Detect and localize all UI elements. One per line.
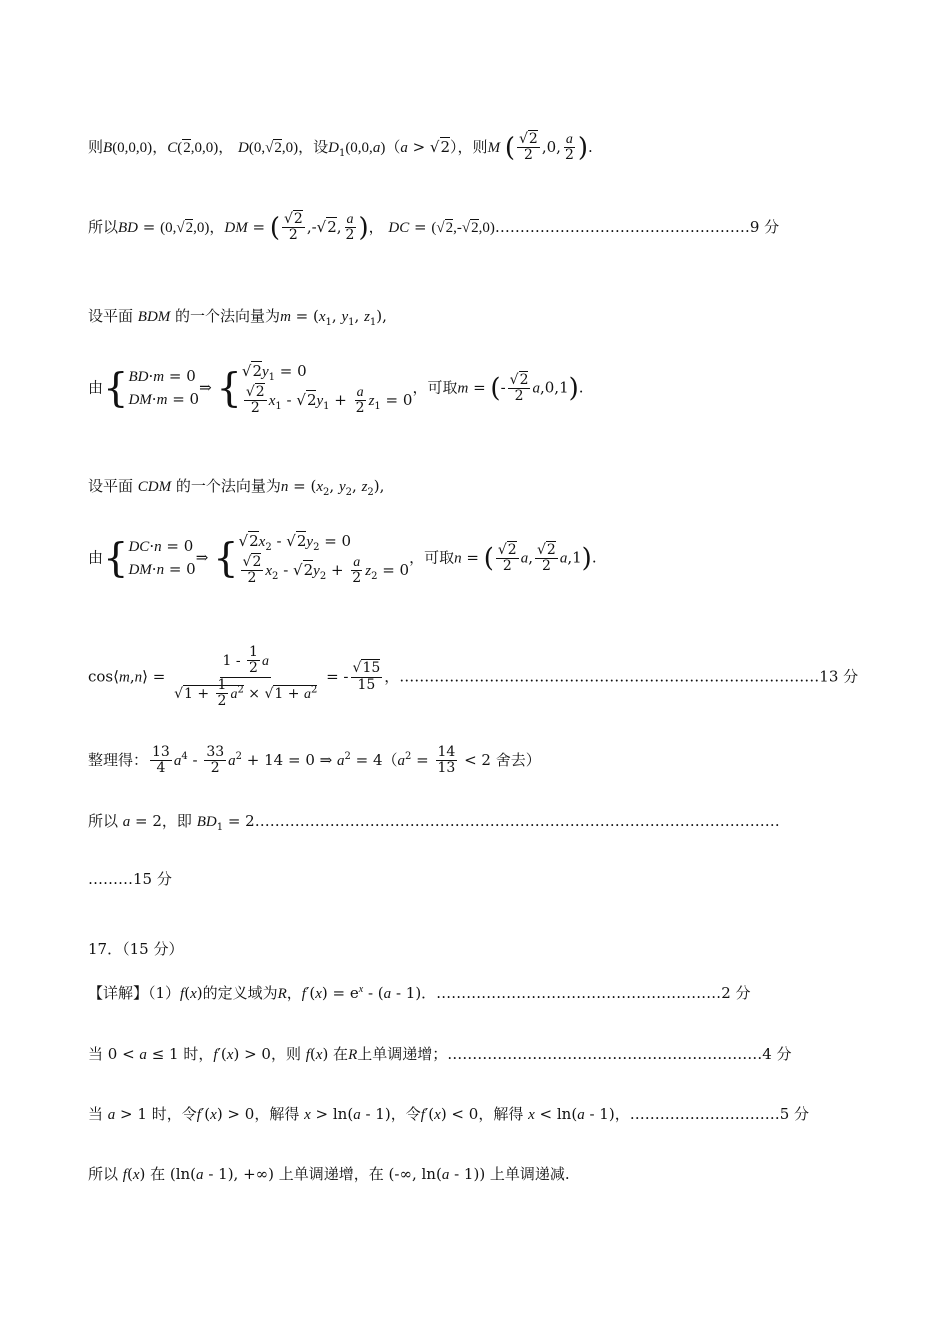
line-1: 则B(0,0,0)，C(2,0,0)， D(0,√2,0)，设$D_1(0,0,a)(a > √2)$，则M ( $\frac{√2}{2}$ ,0, $\frac{a}{2}$ ). bbox=[88, 131, 593, 164]
line-3: 设平面 BDM 的一个法向量为$m = (x_1$, $y_1$, $z_1$), bbox=[88, 307, 387, 328]
score-9: 9 分 bbox=[749, 217, 780, 236]
score-2: 2 分 bbox=[721, 984, 751, 1002]
dots-4: ……………………………………………………… bbox=[447, 1045, 763, 1063]
dots-2: ．………………………………………………… bbox=[421, 984, 722, 1002]
line-5: 设平面 CDM 的一个法向量为$n = (x_2$, $y_2$, $z_2$), bbox=[88, 477, 385, 498]
line-13: 当 0 < a ≤ 1 时，f′(x) > 0，则 f(x) 在R上单调递增；………………………………………………………4 分 bbox=[88, 1045, 792, 1063]
dots-15a: …………………………………………………………………………………………… bbox=[254, 812, 780, 830]
line-6: 由{ DC·n = 0 DM·n = 0 ⇒ { $√2x_2 - √2y_2 = 0$ $\frac{√2}{2}$ $x_2 - √2y_2$ + $\frac{a}{2}$ $z_2 = 0$ ，可取n = ( $\frac{√2}{2}$ a, $\frac{√2}{2}$ a,1). bbox=[88, 532, 597, 587]
line-15: 所以 f(x) 在 (ln(a - 1), +∞) 上单调递增，在 (-∞, ln(a - 1)) 上单调递减. bbox=[88, 1165, 570, 1183]
line-8: 整理得： $\frac{13}{4}$ $a^4$ - $\frac{33}{2}$ $a^2 + 14 = 0$ ⇒ $a^2 = 4(a^2$ = $\frac{14}{13}$ < 2 舍去） bbox=[88, 744, 541, 777]
line-10 bbox=[88, 868, 172, 889]
score-15: 15 分 bbox=[133, 870, 172, 888]
score-4: 4 分 bbox=[762, 1045, 792, 1063]
line-4: 由{ BD·m = 0 DM·m = 0 ⇒ { $√2y_1 = 0$ $\frac{√2}{2}$ $x_1 - √2y_1$ + $\frac{a}{2}$ $z_1 = 0$ ，可取m = (- $\frac{√2}{2}$ a,0,1). bbox=[88, 362, 584, 417]
line-7: cos⟨m,n⟩ = 1 - $\frac{1}{2}$ a √1 + $\frac{1}{2}$ $a^2 \times √1 + a^2$ = - $\frac{√15}{15}$ ，…………………………………………………………………………13 分 bbox=[88, 644, 859, 710]
line-12: 【详解】（1）f(x)的定义域为R，$f'(x) = e^x - (a - 1)$．…………………………………………………2 分 bbox=[88, 984, 751, 1002]
score-5: 5 分 bbox=[779, 1105, 810, 1123]
dots-5: ………………………… bbox=[629, 1105, 780, 1123]
line-11: 17．（15 分） bbox=[88, 940, 184, 958]
dots-9: …………………………………………… bbox=[494, 217, 750, 236]
line-2: 所以BD = (0,√2,0)，DM = ( $\frac{√2}{2}$ ,-√2, $\frac{a}{2}$ )， DC = (√2,-√2,0)……………………………………………9 分 bbox=[88, 211, 780, 244]
line-14: 当 a > 1 时，令f′(x) > 0，解得 x > ln(a - 1)，令f′(x) < 0，解得 x < ln(a - 1)，…………………………5 分 bbox=[88, 1105, 810, 1123]
line-9: 所以 a = 2，即 $BD_1$ = 2…………………………………………………………………………………………… bbox=[88, 812, 780, 833]
dots-13: ………………………………………………………………………… bbox=[399, 667, 820, 686]
score-13: 13 分 bbox=[819, 667, 859, 686]
dots-15b: ……… bbox=[88, 870, 133, 888]
